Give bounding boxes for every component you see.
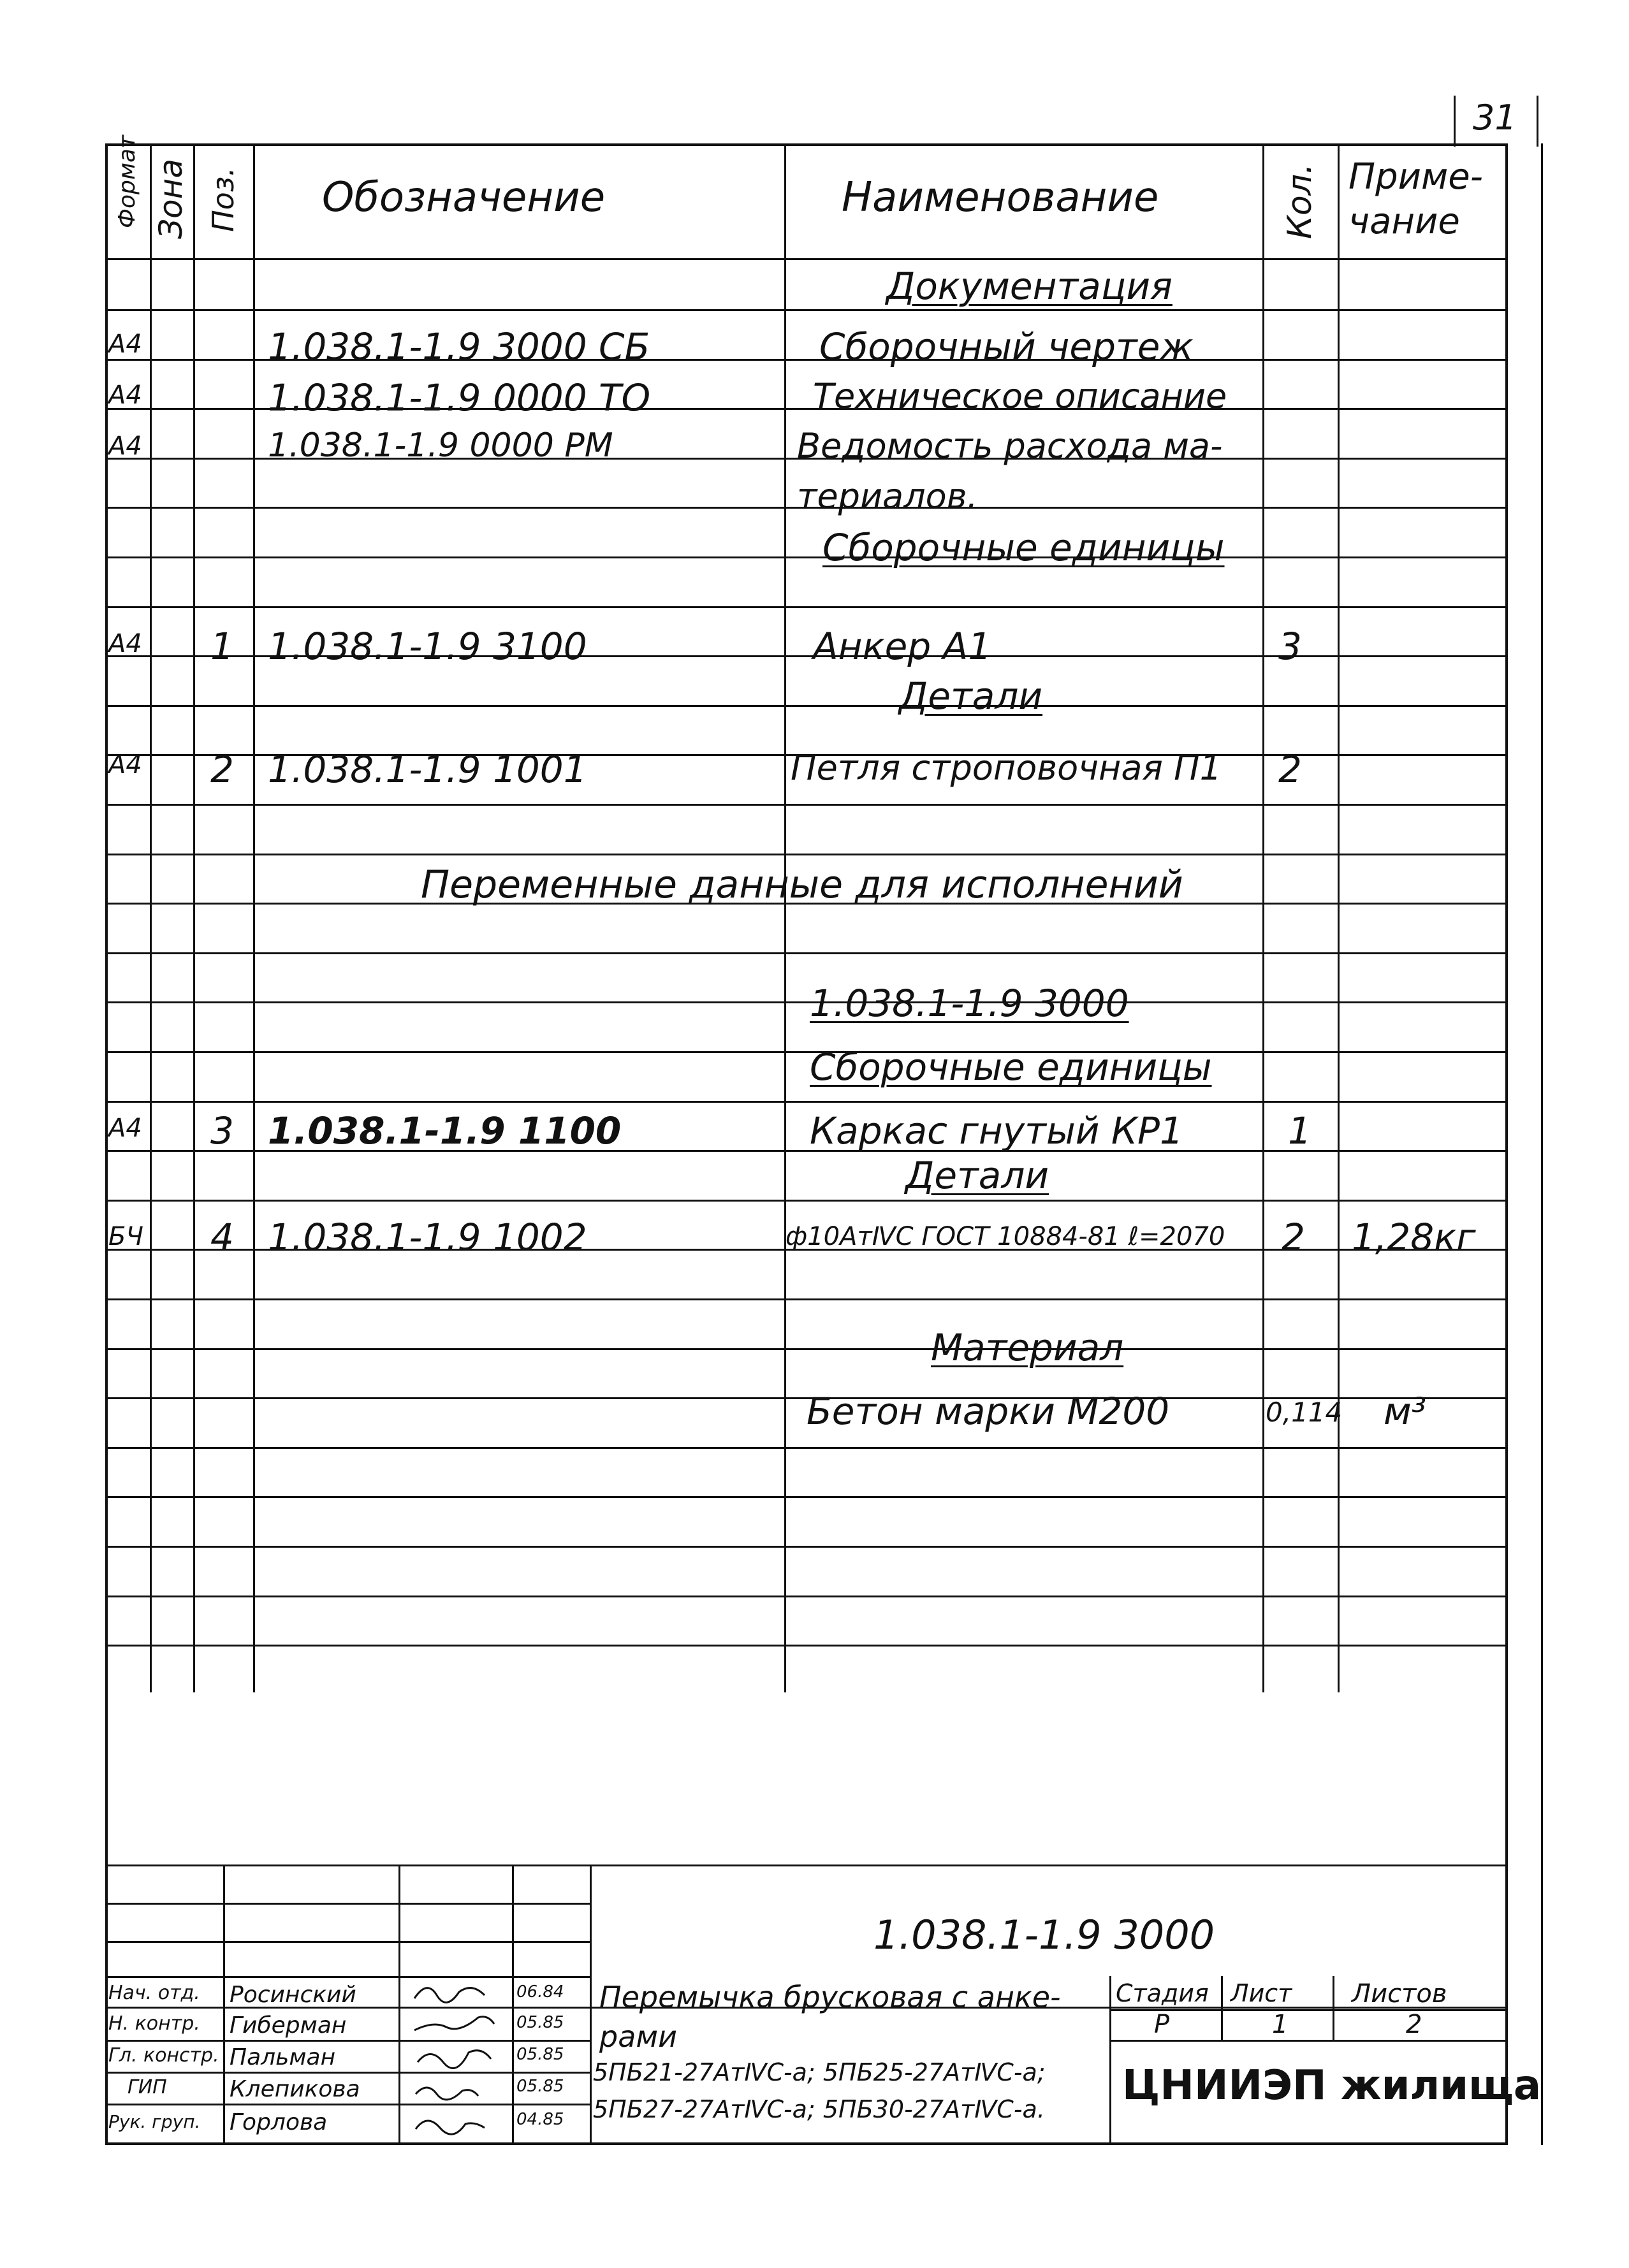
title-line3: 5ПБ21-27АтⅣС-а; 5ПБ25-27АтⅣС-а;	[593, 2058, 1046, 2086]
stage-label: Стадия	[1116, 1979, 1209, 2007]
row-qty: 3	[1278, 625, 1302, 668]
section-assembly-units: Сборочные единицы	[822, 526, 1225, 569]
header-note-line2: чание	[1348, 201, 1460, 242]
row-format: БЧ	[108, 1222, 143, 1251]
page-number-box-right	[1537, 96, 1538, 147]
row-qty: 0,114	[1266, 1397, 1343, 1428]
role-label: Гл. констр.	[108, 2044, 219, 2067]
variant-code: 1.038.1-1.9 3000	[810, 982, 1129, 1025]
signatures	[408, 1976, 504, 2142]
row-format: А4	[108, 629, 142, 658]
row-designation: 1.038.1-1.9 3000 СБ	[268, 325, 650, 368]
row-format: А4	[108, 381, 142, 410]
section-parts: Детали	[899, 674, 1043, 718]
col-line-zone	[193, 143, 195, 1692]
stage-value: Р	[1154, 2010, 1170, 2039]
row-designation: 1.038.1-1.9 0000 РМ	[268, 426, 613, 465]
row-designation: 1.038.1-1.9 1100	[268, 1109, 622, 1152]
section-documentation: Документация	[886, 265, 1172, 308]
row-format: А4	[108, 1114, 142, 1143]
tb-col-sheet	[1221, 1976, 1223, 2040]
row-line	[105, 952, 1508, 954]
row-designation: 1.038.1-1.9 1001	[268, 748, 587, 791]
header-note-line1: Приме-	[1348, 156, 1483, 198]
row-line	[105, 705, 1508, 707]
header-designation: Обозначение	[322, 174, 606, 221]
row-name: Петля строповочная П1	[791, 748, 1222, 788]
col-line-format	[150, 143, 152, 1692]
header-bottom-line	[105, 258, 1508, 260]
row-name: териалов.	[797, 476, 978, 516]
sheet-label: Лист	[1231, 1979, 1292, 2007]
person-name: Горлова	[230, 2109, 328, 2135]
header-qty: Кол.	[1281, 163, 1319, 239]
role-label: Н. контр.	[108, 2012, 200, 2035]
row-line	[105, 309, 1508, 311]
sign-date: 05.85	[516, 2045, 564, 2064]
tb-line	[105, 1941, 590, 1943]
person-name: Росинский	[230, 1982, 356, 2008]
tb-col-role	[223, 1865, 225, 2145]
role-label: ГИП	[128, 2076, 167, 2098]
row-qty: 2	[1278, 748, 1302, 791]
tb-col-stage	[1109, 1976, 1111, 2145]
row-line	[105, 556, 1508, 558]
doc-code: 1.038.1-1.9 3000	[873, 1912, 1215, 1958]
tb-col-sheets	[1333, 1976, 1334, 2040]
person-name: Гиберман	[230, 2012, 347, 2039]
row-name: Сборочный чертеж	[819, 325, 1194, 368]
row-line	[105, 1001, 1508, 1003]
row-format: А4	[108, 750, 142, 780]
row-line	[105, 1447, 1508, 1449]
row-line	[105, 1051, 1508, 1053]
role-label: Нач. отд.	[108, 1982, 200, 2004]
col-line-name	[1262, 143, 1264, 1692]
row-name: Бетон марки М200	[807, 1390, 1170, 1433]
row-line	[105, 804, 1508, 806]
sign-date: 05.85	[516, 2077, 564, 2096]
header-zone: Зона	[152, 159, 189, 239]
row-qty: 1	[1288, 1109, 1311, 1152]
col-line-designation	[784, 143, 786, 1692]
tb-col-name	[398, 1865, 400, 2145]
row-pos: 4	[210, 1216, 234, 1259]
row-note: 1,28кг	[1352, 1216, 1476, 1259]
tb-line	[105, 2040, 590, 2042]
row-name: Анкер А1	[813, 625, 992, 668]
tb-stage-line2	[1109, 2040, 1508, 2042]
tb-line	[105, 2104, 590, 2105]
row-line	[105, 854, 1508, 855]
right-margin-line	[1541, 143, 1543, 2145]
row-format: А4	[108, 330, 142, 359]
row-line	[105, 1101, 1508, 1103]
sheet-value: 1	[1272, 2010, 1289, 2039]
row-designation: 1.038.1-1.9 0000 ТО	[268, 376, 651, 419]
tb-line	[105, 1976, 590, 1978]
sheets-label: Листов	[1352, 1979, 1447, 2009]
row-note: м³	[1384, 1390, 1427, 1433]
row-pos: 3	[210, 1109, 234, 1152]
row-line	[105, 1596, 1508, 1597]
row-line	[105, 1348, 1508, 1350]
row-pos: 1	[210, 625, 234, 668]
header-format: Формат	[114, 134, 140, 228]
row-name: Каркас гнутый КР1	[810, 1109, 1183, 1152]
title-block-top	[105, 1865, 1508, 1866]
variable-data-heading: Переменные данные для исполнений	[421, 862, 1183, 907]
row-line	[105, 1496, 1508, 1498]
section-parts-2: Детали	[905, 1154, 1049, 1197]
row-line	[105, 606, 1508, 608]
title-line2: рами	[599, 2019, 677, 2054]
sign-date: 06.84	[516, 1982, 564, 2002]
col-line-qty	[1338, 143, 1340, 1692]
row-line	[105, 1546, 1508, 1548]
role-label: Рук. груп.	[108, 2111, 201, 2132]
sign-date: 04.85	[516, 2110, 564, 2129]
tb-col-date	[590, 1865, 592, 2145]
row-format: А4	[108, 432, 142, 461]
tb-col-sign	[512, 1865, 514, 2145]
page-number-box-left	[1454, 96, 1456, 147]
section-assembly-units-2: Сборочные единицы	[810, 1045, 1212, 1089]
row-designation: 1.038.1-1.9 1002	[268, 1216, 587, 1259]
tb-line	[105, 2072, 590, 2074]
title-line1: Перемычка брусковая с анке-	[599, 1980, 1061, 2014]
sign-date: 05.85	[516, 2013, 564, 2032]
person-name: Пальман	[230, 2044, 336, 2070]
row-name: Техническое описание	[813, 376, 1227, 416]
header-name: Наименование	[842, 174, 1159, 221]
row-pos: 2	[210, 748, 234, 791]
sheets-value: 2	[1406, 2010, 1422, 2039]
page-number: 31	[1473, 98, 1517, 138]
title-line4: 5ПБ27-27АтⅣС-а; 5ПБ30-27АтⅣС-а.	[593, 2095, 1045, 2123]
row-line	[105, 1298, 1508, 1300]
row-name: ф10АтⅣС ГОСТ 10884-81 ℓ=2070	[785, 1222, 1225, 1251]
row-designation: 1.038.1-1.9 3100	[268, 625, 587, 668]
row-line	[105, 1200, 1508, 1202]
col-line-pos	[253, 143, 255, 1692]
person-name: Клепикова	[230, 2076, 360, 2102]
row-line	[105, 1645, 1508, 1646]
header-pos: Поз.	[206, 167, 240, 232]
row-name: Ведомость расхода ма-	[797, 426, 1223, 466]
tb-line	[105, 1903, 590, 1905]
organization-name: ЦНИИЭП жилища	[1122, 2062, 1542, 2109]
section-material: Материал	[931, 1326, 1124, 1369]
row-qty: 2	[1282, 1216, 1305, 1259]
